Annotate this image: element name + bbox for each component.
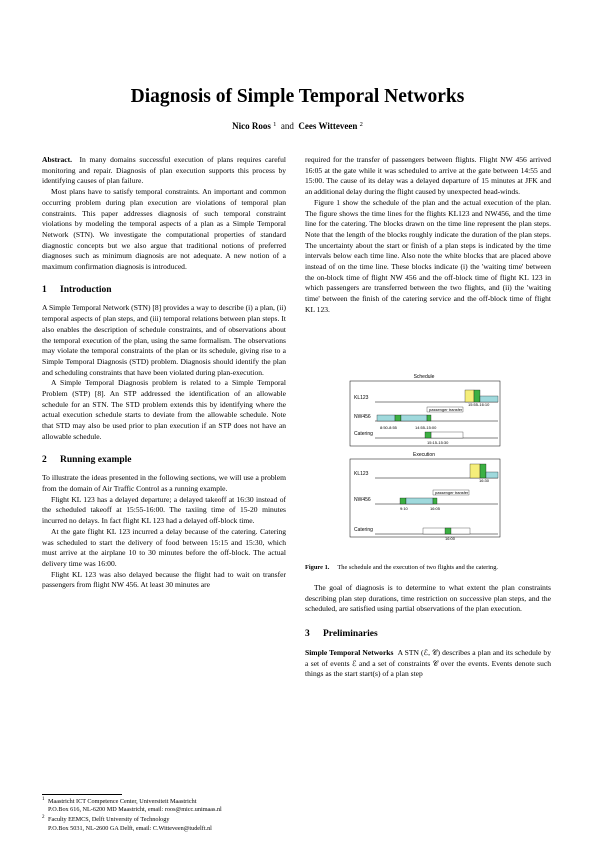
schedule-cat-box [431,432,463,438]
execution-time-3: 16:05 [430,506,441,511]
section-2-heading [42,455,286,466]
figure-caption-label: Figure 1. [305,564,330,571]
execution-row-kl123: KL123 [354,471,369,477]
schedule-row-nw456: NW456 [354,414,371,420]
footnote-1-line-a: Maastricht ICT Competence Center, Universiteit Maastricht [48,798,197,806]
footnote-1-mark: 1 [42,797,45,802]
section-3-heading [305,629,551,640]
abstract-label: Abstract. [42,155,72,164]
author-line [0,121,595,131]
schedule-transfer-label: passenger transfer [429,407,463,412]
execution-time-4: 16:00 [445,536,456,541]
abstract-text: In many domains successful execution of plans requires careful monitoring and repair. Diagnosis of plan execution supports this process by identifying causes of plan failure. [42,155,286,186]
execution-nw-green-2 [433,498,437,504]
sec3-lead: Simple Temporal Networks [305,647,394,657]
right-column [305,155,551,316]
execution-transfer-label: passenger transfer [435,490,469,495]
schedule-nw-teal [377,415,395,421]
schedule-time-4: 15:15-15:30 [427,440,449,445]
section-3-title: Preliminaries [323,629,378,640]
footnote-1b: P.O.Box 616, NL-6200 MD Maastricht, email: roos@micc.unimaas.nl [48,806,222,814]
schedule-row-catering: Catering [354,431,373,437]
left-column [42,155,286,591]
footnote-2 [42,814,286,824]
right-p1: required for the transfer of passengers between flights. Flight NW 456 arrived 16:05 at the gate while it was scheduled to arrive at the gate between 14:55 and 15:00. The cause of its delay was a delayed departure of 15 minutes at JFK and an additional delay during the flight caused by unexpected head-winds. [305,155,551,197]
execution-kl-yellow [470,464,480,478]
sec2-p1: To illustrate the ideas presented in the following sections, we will use a problem from the domain of Air Traffic Control as a running example. [42,473,286,493]
author-2-mark: 2 [359,121,363,128]
author-2: Cees Witteveen [298,121,358,131]
schedule-nw-green-2 [427,415,431,421]
section-2-title: Running example [60,454,132,465]
figure-caption [305,564,551,571]
execution-title: Execution [413,452,435,458]
author-1: Nico Roos [232,121,271,131]
footnote-2b: P.O.Box 5031, NL-2600 GA Delft, email: C.Witteveen@tudelft.nl [48,824,212,832]
execution-row-nw456: NW456 [354,497,371,503]
execution-time-2: 9:10 [400,506,408,511]
execution-kl-green [480,464,486,478]
schedule-title: Schedule [413,374,435,380]
section-1-heading [42,285,286,296]
footnote-1 [42,796,286,806]
right-p2: Figure 1 show the schedule of the plan and the actual execution of the plan. The figure shows the time lines for the flights KL123 and NW456, and the time line for the catering. The blocks drawn on the time line represent the plan steps. Note that the length of the blocks roughly indicate the duration of the plan steps. The uncertainty about the start or finish of a plan steps is indicated by the time intervals below each time line. Also note the white blocks that are placed above instead of on the time line. These blocks indicate (i) the 'waiting time' between the on-block time of flight NW 456 and the off-block time of flight KL 123 in which passengers are transferred between the two flights, and (ii) the 'waiting time' between the finish of the catering service and the off-block time of flight KL 123. [305,197,551,314]
section-1-title: Introduction [60,284,112,295]
execution-time-1: 16:30 [479,478,490,483]
schedule-kl-green [474,390,480,402]
right-column-bottom [305,583,551,680]
footnote-2-line-a: Faculty EEMCS, Delft University of Technology [48,816,170,824]
footnote-2-mark: 2 [42,815,45,821]
section-2-num: 2 [42,454,47,465]
figure-caption-text: The schedule and the execution of two flights and the catering. [337,564,498,571]
sec2-p3: At the gate flight KL 123 incurred a delay because of the catering. Catering was scheduled to start the delivery of food between 15:15 and 15:30, which must arrive at the airplane 10 to 30 minutes before the off-block. The actual delivery time was 16:00. [42,526,286,568]
sec3-text: A STN (ℰ, 𝒞) describes a plan and its schedule by a set of events ℰ and a set of constraints 𝒞 over the events. Events denote such things as the start start(s) of a plan step [305,647,551,679]
author-1-mark: 1 [273,121,277,128]
right-p3: The goal of diagnosis is to determine to what extent the plan constraints describing plan step durations, time restriction on successive plan steps, and the scheduled, are satisfied using partial observations of the plan execution. [305,583,551,614]
paper-title: Diagnosis of Simple Temporal Networks [130,86,465,107]
schedule-time-2: 8:50-8:55 [380,425,397,430]
sec3-p1 [305,648,551,680]
figure-1 [305,374,551,572]
schedule-kl-yellow [465,390,474,402]
execution-row-catering: Catering [354,527,373,533]
schedule-nw-teal-2 [401,415,427,421]
schedule-time-3: 14:55-15:00 [415,425,437,430]
schedule-nw-green [395,415,401,421]
abstract [42,155,286,187]
abstract-p2: Most plans have to satisfy temporal constraints. An important and common occurring problem during plan execution are violations of temporal plan constraints. This paper addresses diagnosis of such temporal constraint violations by modeling the temporal aspects of a plan as a Simple Temporal Network (STN). We investigate the computational properties of standard diagnostic concepts but we also argue that traditional notions of preferred diagnoses such as minimum diagnosis are not adequate. A new notion of a maximum confirmation diagnosis is introduced. [42,187,286,272]
sec1-p1: A Simple Temporal Network (STN) [8] provides a way to describe (i) a plan, (ii) temporal aspects of plan steps, and (iii) temporal relations between plan steps. It also enables the description of schedule constraints, and of observations about the temporal execution of the plan, using the same formalism. The observations may violate the temporal constraints of the plan or its schedule, giving rise to a Simple Temporal Diagnosis (STD) problem. Diagnosis should identify the plan and scheduling constraints that have been violated during plan-execution. [42,303,286,377]
footnote-rule [42,794,122,795]
section-3-num: 3 [305,629,310,640]
schedule-row-kl123: KL123 [354,395,369,401]
schedule-time-1: 15:55-16:10 [468,402,490,407]
sec2-p2: Flight KL 123 has a delayed departure; a delayed takeoff at 16:30 instead of the scheduled takeoff at 15:55-16:00. The taxiing time of 15-20 minutes incurred no delays. In fact flight KL 123 had a delayed off-block time. [42,494,286,526]
schedule-cat-green [425,432,431,438]
sec2-p4: Flight KL 123 was also delayed because the flight had to wait on transfer passengers from flight NW 456. At least 30 minutes are [42,569,286,590]
section-1-num: 1 [42,284,47,295]
sec1-p2: A Simple Temporal Diagnosis problem is related to a Simple Temporal Problem (STP) [8]. An STP addressed the identification of an allowable schedule for an STN. The STD problem extends this by identifying where the actual execution schedule starts to deviate from the allowable schedule. Note that STD may also be used prior to plan execution if an STP does not have an allowable schedule. [42,378,286,441]
execution-nw-teal [406,498,433,504]
author-and: and [280,121,294,131]
footnotes [42,796,286,833]
execution-nw-green [400,498,406,504]
execution-cat-green [445,528,451,534]
